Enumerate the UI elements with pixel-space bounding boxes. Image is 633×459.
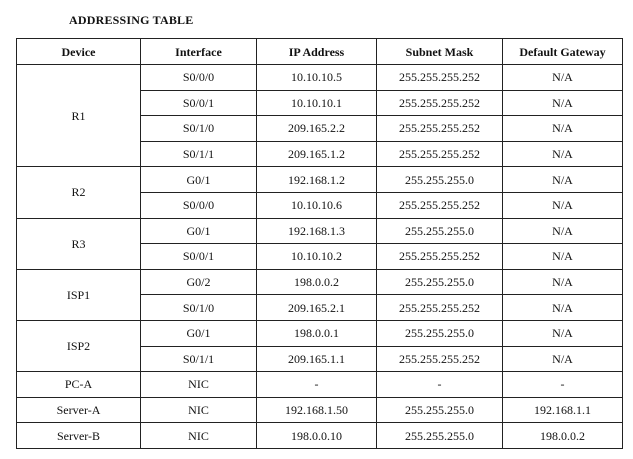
default-gateway-cell: N/A bbox=[503, 141, 623, 167]
default-gateway-cell: N/A bbox=[503, 346, 623, 372]
default-gateway-cell: N/A bbox=[503, 65, 623, 91]
device-name-cell: ISP2 bbox=[17, 320, 141, 371]
interface-cell: S0/1/0 bbox=[141, 295, 257, 321]
ip-address-cell: 198.0.0.1 bbox=[257, 320, 377, 346]
default-gateway-cell: N/A bbox=[503, 167, 623, 193]
table-row bbox=[17, 65, 623, 91]
default-gateway-cell: N/A bbox=[503, 116, 623, 142]
device-name-cell: Server-A bbox=[17, 397, 141, 423]
ip-address-cell: 10.10.10.2 bbox=[257, 244, 377, 270]
subnet-mask-cell: 255.255.255.0 bbox=[377, 423, 503, 449]
ip-address-cell: 10.10.10.6 bbox=[257, 192, 377, 218]
table-row bbox=[17, 167, 623, 193]
subnet-mask-cell: 255.255.255.0 bbox=[377, 397, 503, 423]
device-name-cell: ISP1 bbox=[17, 269, 141, 320]
interface-cell: G0/2 bbox=[141, 269, 257, 295]
interface-cell: S0/1/1 bbox=[141, 141, 257, 167]
interface-cell: S0/0/0 bbox=[141, 192, 257, 218]
interface-cell: S0/0/0 bbox=[141, 65, 257, 91]
default-gateway-cell: N/A bbox=[503, 192, 623, 218]
header-ip-address: IP Address bbox=[257, 39, 377, 65]
interface-cell: NIC bbox=[141, 423, 257, 449]
header-interface: Interface bbox=[141, 39, 257, 65]
interface-cell: S0/1/1 bbox=[141, 346, 257, 372]
subnet-mask-cell: - bbox=[377, 372, 503, 398]
default-gateway-cell: N/A bbox=[503, 269, 623, 295]
interface-cell: G0/1 bbox=[141, 218, 257, 244]
default-gateway-cell: N/A bbox=[503, 295, 623, 321]
device-name-cell: R1 bbox=[17, 65, 141, 167]
subnet-mask-cell: 255.255.255.0 bbox=[377, 218, 503, 244]
subnet-mask-cell: 255.255.255.252 bbox=[377, 116, 503, 142]
ip-address-cell: 192.168.1.50 bbox=[257, 397, 377, 423]
table-header-row bbox=[17, 39, 623, 65]
ip-address-cell: 209.165.1.2 bbox=[257, 141, 377, 167]
ip-address-cell: 209.165.2.2 bbox=[257, 116, 377, 142]
interface-cell: S0/1/0 bbox=[141, 116, 257, 142]
ip-address-cell: 10.10.10.1 bbox=[257, 90, 377, 116]
interface-cell: NIC bbox=[141, 397, 257, 423]
subnet-mask-cell: 255.255.255.252 bbox=[377, 141, 503, 167]
device-name-cell: PC-A bbox=[17, 372, 141, 398]
subnet-mask-cell: 255.255.255.0 bbox=[377, 167, 503, 193]
subnet-mask-cell: 255.255.255.252 bbox=[377, 65, 503, 91]
subnet-mask-cell: 255.255.255.252 bbox=[377, 90, 503, 116]
default-gateway-cell: N/A bbox=[503, 90, 623, 116]
header-subnet-mask: Subnet Mask bbox=[377, 39, 503, 65]
subnet-mask-cell: 255.255.255.252 bbox=[377, 295, 503, 321]
default-gateway-cell: N/A bbox=[503, 218, 623, 244]
ip-address-cell: - bbox=[257, 372, 377, 398]
device-name-cell: Server-B bbox=[17, 423, 141, 449]
default-gateway-cell: 198.0.0.2 bbox=[503, 423, 623, 449]
ip-address-cell: 209.165.2.1 bbox=[257, 295, 377, 321]
subnet-mask-cell: 255.255.255.0 bbox=[377, 269, 503, 295]
subnet-mask-cell: 255.255.255.0 bbox=[377, 320, 503, 346]
interface-cell: S0/0/1 bbox=[141, 244, 257, 270]
header-device: Device bbox=[17, 39, 141, 65]
interface-cell: NIC bbox=[141, 372, 257, 398]
ip-address-cell: 198.0.0.2 bbox=[257, 269, 377, 295]
ip-address-cell: 10.10.10.5 bbox=[257, 65, 377, 91]
table-row bbox=[17, 269, 623, 295]
ip-address-cell: 209.165.1.1 bbox=[257, 346, 377, 372]
ip-address-cell: 198.0.0.10 bbox=[257, 423, 377, 449]
default-gateway-cell: N/A bbox=[503, 320, 623, 346]
addressing-table bbox=[16, 38, 623, 449]
page-title: ADDRESSING TABLE bbox=[69, 13, 194, 27]
table-row bbox=[17, 372, 623, 398]
interface-cell: G0/1 bbox=[141, 320, 257, 346]
default-gateway-cell: N/A bbox=[503, 244, 623, 270]
default-gateway-cell: - bbox=[503, 372, 623, 398]
table-row bbox=[17, 218, 623, 244]
subnet-mask-cell: 255.255.255.252 bbox=[377, 244, 503, 270]
device-name-cell: R3 bbox=[17, 218, 141, 269]
default-gateway-cell: 192.168.1.1 bbox=[503, 397, 623, 423]
ip-address-cell: 192.168.1.2 bbox=[257, 167, 377, 193]
header-default-gateway: Default Gateway bbox=[503, 39, 623, 65]
subnet-mask-cell: 255.255.255.252 bbox=[377, 346, 503, 372]
table-row bbox=[17, 397, 623, 423]
table-body bbox=[17, 65, 623, 449]
device-name-cell: R2 bbox=[17, 167, 141, 218]
subnet-mask-cell: 255.255.255.252 bbox=[377, 192, 503, 218]
interface-cell: S0/0/1 bbox=[141, 90, 257, 116]
ip-address-cell: 192.168.1.3 bbox=[257, 218, 377, 244]
table-row bbox=[17, 423, 623, 449]
interface-cell: G0/1 bbox=[141, 167, 257, 193]
table-row bbox=[17, 320, 623, 346]
